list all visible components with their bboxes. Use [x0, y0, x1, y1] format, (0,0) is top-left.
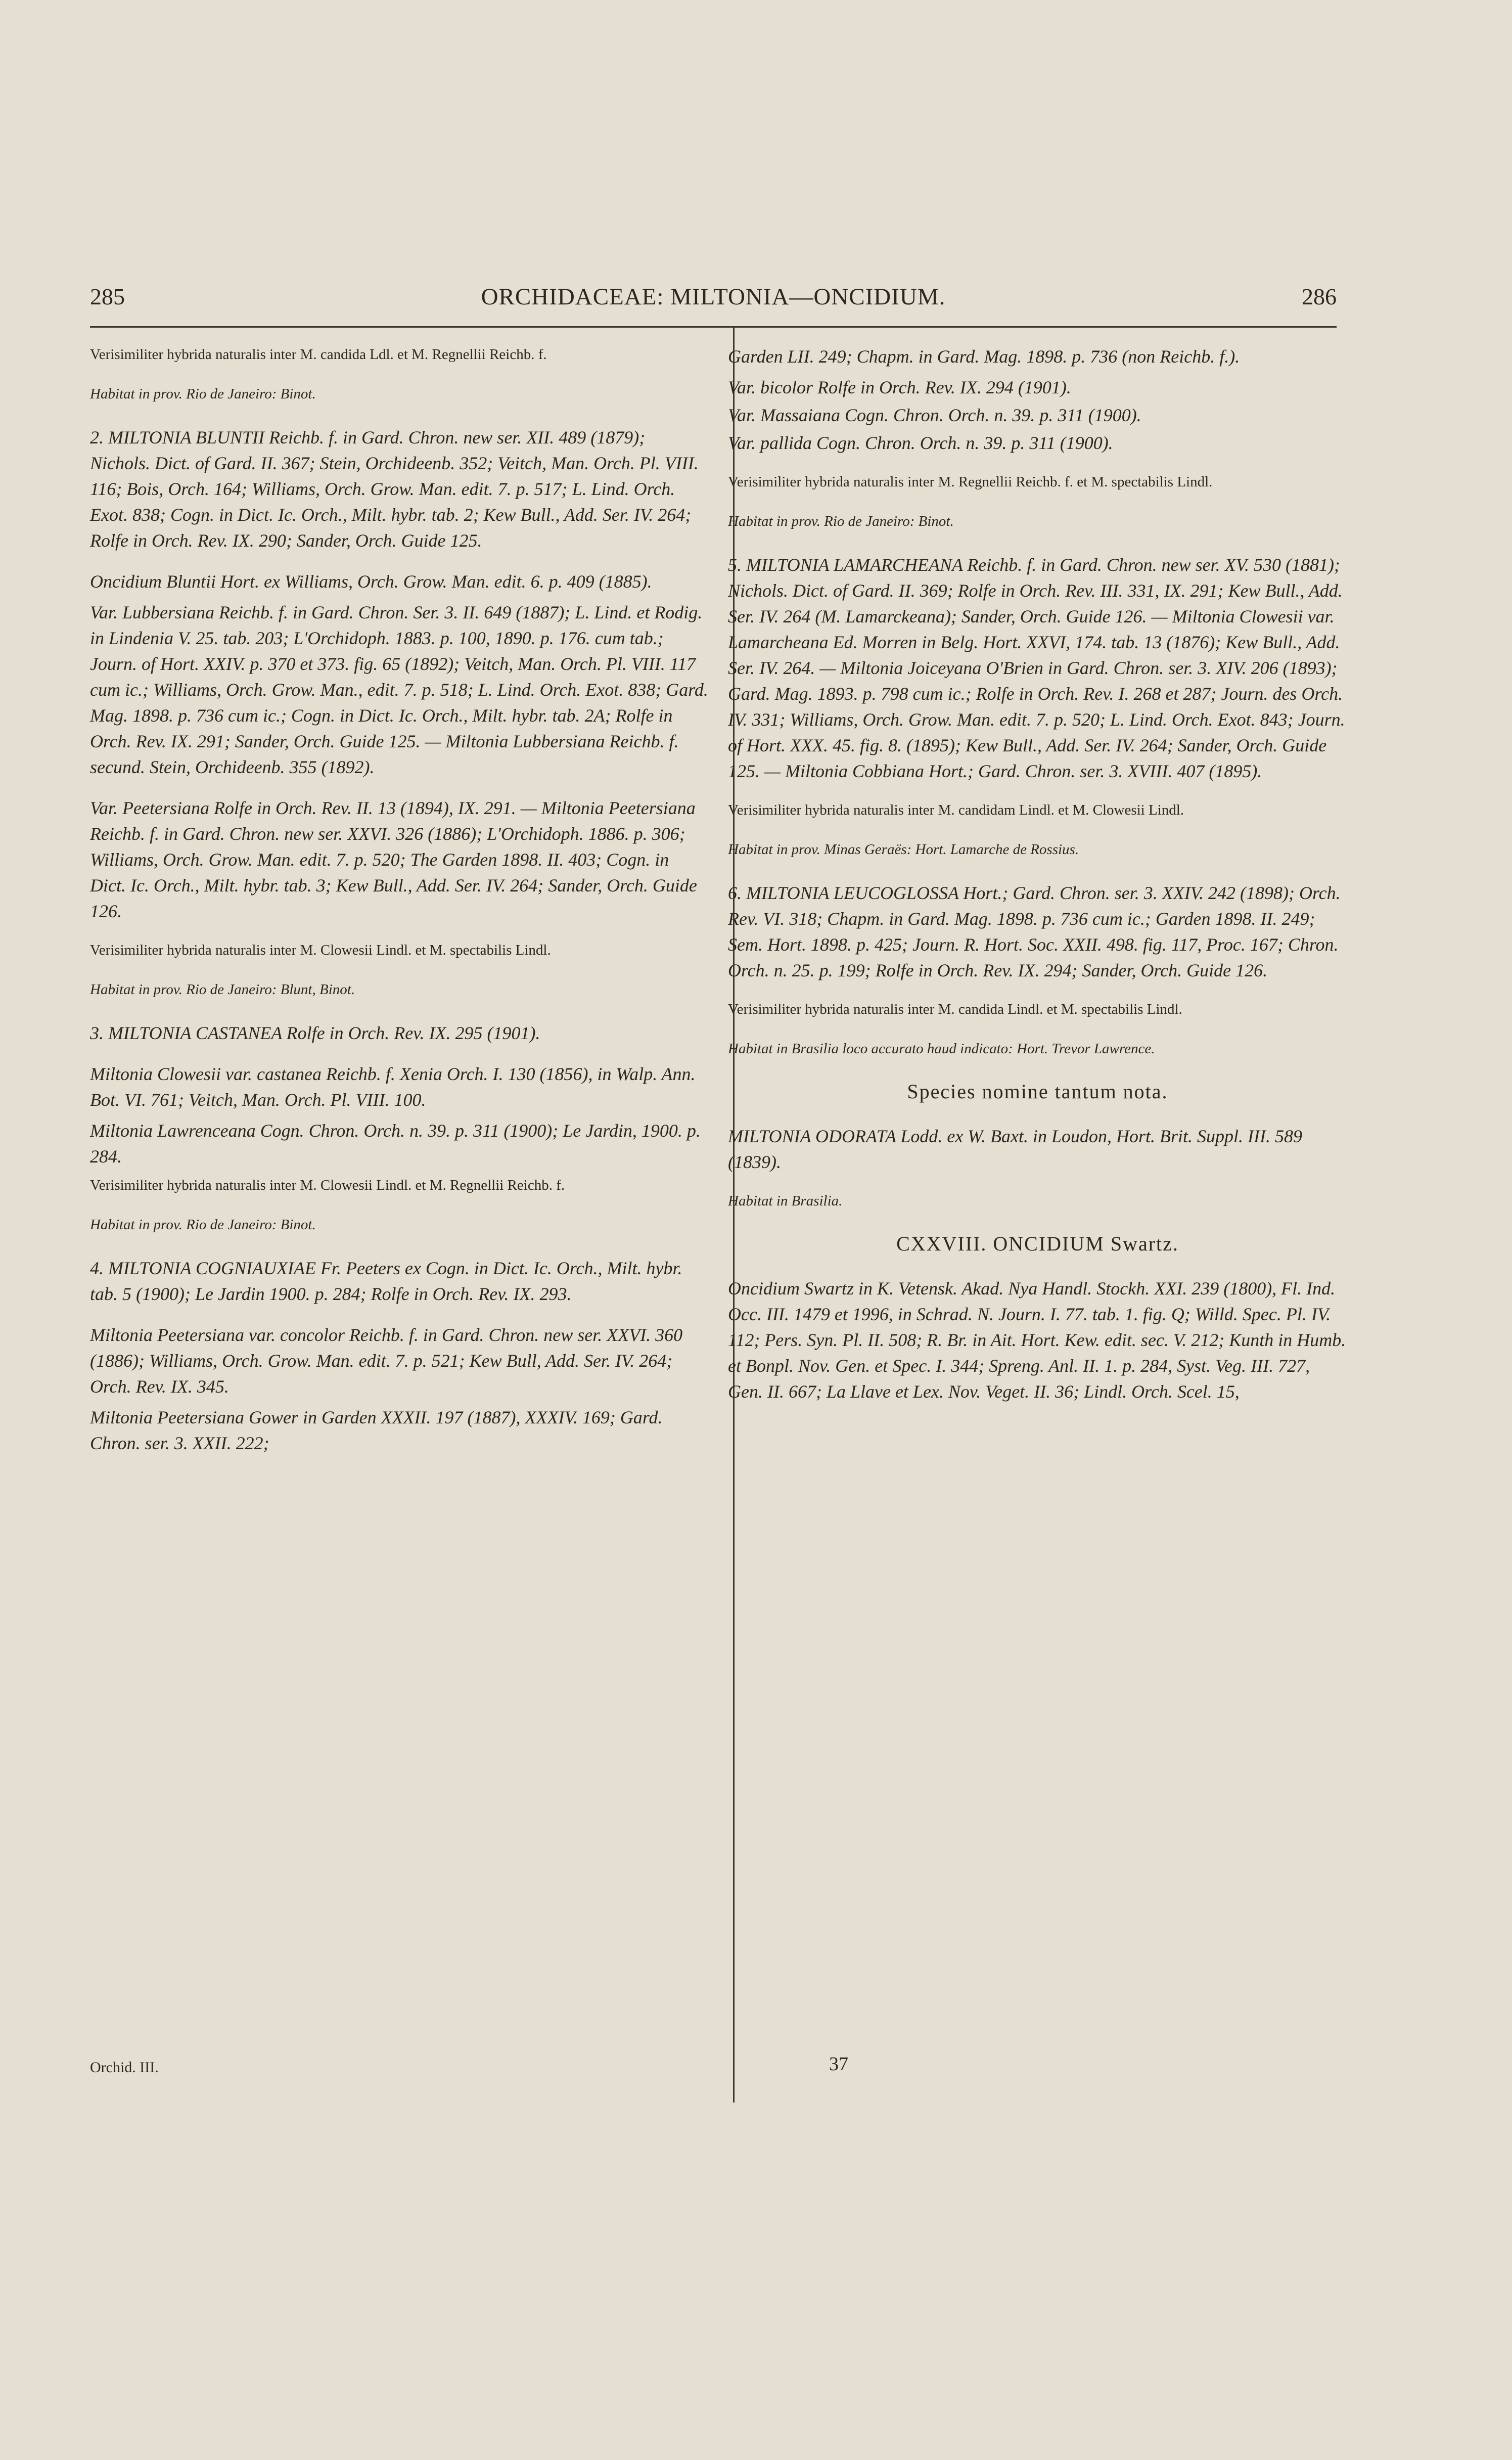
habitat-note: Habitat in prov. Minas Geraës: Hort. Lamarche de Rossius.: [728, 841, 1079, 858]
hybrid-note: Verisimiliter hybrida naturalis inter M. Regnellii Reichb. f. et M. spectabilis Lindl.: [728, 474, 1213, 490]
synonym: Miltonia Lawrenceana Cogn. Chron. Orch. n. 39. p. 311 (1900); Le Jardin, 1900. p. 284.: [90, 1121, 701, 1167]
synonym: Miltonia Peetersiana Gower in Garden XXXII. 197 (1887), XXXIV. 169; Gard. Chron. ser. 3. XXII. 222;: [90, 1407, 663, 1453]
hybrid-note: Verisimiliter hybrida naturalis inter M. candida Ldl. et M. Regnellii Reichb. f.: [90, 346, 547, 363]
species-entry: 3. MILTONIA CASTANEA Rolfe in Orch. Rev. IX. 295 (1901).: [90, 1023, 540, 1043]
page-number-left: 285: [90, 284, 125, 309]
habitat-note: Habitat in prov. Rio de Janeiro: Blunt, Binot.: [90, 981, 355, 998]
running-header: [90, 283, 1337, 319]
species-entry: 4. MILTONIA COGNIAUXIAE Fr. Peeters ex Cogn. in Dict. Ic. Orch., Milt. hybr. tab. 5 (1900); Le Jardin 1900. p. 284; Rolfe in Orch. Rev. IX. 293.: [90, 1258, 682, 1304]
page-number-right: 286: [1302, 284, 1337, 309]
habitat-note: Habitat in prov. Rio de Janeiro: Binot.: [728, 513, 954, 529]
species-entry: 6. MILTONIA LEUCOGLOSSA Hort.; Gard. Chron. ser. 3. XXIV. 242 (1898); Orch. Rev. VI. 318; Chapm. in Gard. Mag. 1898. p. 736 cum ic.; Garden 1898. II. 249; Sem. Hort. 1898. p. 425; Journ. R. Hort. Soc. XXII. 498. fig. 117, Proc. 167; Chron. Orch. n. 25. p. 199; Rolfe in Orch. Rev. IX. 294; Sander, Orch. Guide 126.: [728, 883, 1341, 980]
variety-entry: Var. Massaiana Cogn. Chron. Orch. n. 39. p. 311 (1900).: [728, 405, 1141, 425]
hybrid-note: Verisimiliter hybrida naturalis inter M. candidam Lindl. et M. Clowesii Lindl.: [728, 802, 1184, 818]
header-rule: [90, 326, 1337, 328]
genus-entry: Oncidium Swartz in K. Vetensk. Akad. Nya Handl. Stockh. XXI. 239 (1800), Fl. Ind. Occ. III. 1479 et 1996, in Schrad. N. Journ. I. 77. tab. 1. fig. Q; Willd. Spec. Pl. IV. 112; Pers. Syn. Pl. II. 508; R. Br. in Ait. Hort. Kew. edit. sec. V. 212; Kunth in Humb. et Bonpl. Nov. Gen. et Spec. I. 344; Spreng. Anl. II. 1. p. 284, Syst. Veg. III. 727, Gen. II. 667; La Llave et Lex. Nov. Veget. II. 36; Lindl. Orch. Scel. 15,: [728, 1278, 1346, 1402]
variety-entry: Var. Lubbersiana Reichb. f. in Gard. Chron. Ser. 3. II. 649 (1887); L. Lind. et Rodig. in Lindenia V. 25. tab. 203; L'Orchidoph. 1883. p. 100, 1890. p. 176. cum tab.; Journ. of Hort. XXIV. p. 370 et 373. fig. 65 (1892); Veitch, Man. Orch. Pl. VIII. 117 cum ic.; Williams, Orch. Grow. Man., edit. 7. p. 518; L. Lind. Orch. Exot. 838; Gard. Mag. 1898. p. 736 cum ic.; Cogn. in Dict. Ic. Orch., Milt. hybr. tab. 2A; Rolfe in Orch. Rev. IX. 291; Sander, Orch. Guide 125. — Miltonia Lubbersiana Reichb. f. secund. Stein, Orchideenb. 355 (1892).: [90, 602, 708, 777]
running-title: ORCHIDACEAE: MILTONIA—ONCIDIUM.: [481, 284, 946, 310]
synonym: Miltonia Peetersiana var. concolor Reichb. f. in Gard. Chron. new ser. XXVI. 360 (1886); Williams, Orch. Grow. Man. edit. 7. p. 521; Kew Bull, Add. Ser. IV. 264; Orch. Rev. IX. 345.: [90, 1325, 683, 1397]
hybrid-note: Verisimiliter hybrida naturalis inter M. candida Lindl. et M. spectabilis Lindl.: [728, 1001, 1182, 1017]
habitat-note: Habitat in prov. Rio de Janeiro: Binot.: [90, 1217, 316, 1233]
sheet-number: 37: [829, 2053, 848, 2075]
left-column: [90, 344, 709, 1461]
synonym: Miltonia Clowesii var. castanea Reichb. f. Xenia Orch. I. 130 (1856), in Walp. Ann. Bot. VI. 761; Veitch, Man. Orch. Pl. VIII. 100.: [90, 1064, 696, 1110]
variety-entry: Var. Peetersiana Rolfe in Orch. Rev. II. 13 (1894), IX. 291. — Miltonia Peetersiana Reichb. f. in Gard. Chron. new ser. XXVI. 326 (1886); L'Orchidoph. 1886. p. 306; Williams, Orch. Grow. Man. edit. 7. p. 520; The Garden 1898. II. 403; Cogn. in Dict. Ic. Orch., Milt. hybr. tab. 3; Kew Bull., Add. Ser. IV. 264; Sander, Orch. Guide 126.: [90, 798, 697, 921]
variety-entry: Var. bicolor Rolfe in Orch. Rev. IX. 294 (1901).: [728, 377, 1071, 397]
habitat-note: Habitat in Brasilia.: [728, 1193, 843, 1209]
species-entry: 2. MILTONIA BLUNTII Reichb. f. in Gard. Chron. new ser. XII. 489 (1879); Nichols. Dict. of Gard. II. 367; Stein, Orchideenb. 352; Veitch, Man. Orch. Pl. VIII. 116; Bois, Orch. 164; Williams, Orch. Grow. Man. edit. 7. p. 517; L. Lind. Orch. Exot. 838; Cogn. in Dict. Ic. Orch., Milt. hybr. tab. 2; Kew Bull., Add. Ser. IV. 264; Rolfe in Orch. Rev. IX. 290; Sander, Orch. Guide 125.: [90, 427, 699, 551]
right-column: [728, 344, 1347, 1420]
section-heading: Species nomine tantum nota.: [907, 1080, 1168, 1103]
species-entry: 5. MILTONIA LAMARCHEANA Reichb. f. in Gard. Chron. new ser. XV. 530 (1881); Nichols. Dict. of Gard. II. 369; Rolfe in Orch. Rev. III. 331, IX. 291; Kew Bull., Add. Ser. IV. 264 (M. Lamarckeana); Sander, Orch. Guide 126. — Miltonia Clowesii var. Lamarcheana Ed. Morren in Belg. Hort. XXVI, 174. tab. 13 (1876); Kew Bull., Add. Ser. IV. 264. — Miltonia Joiceyana O'Brien in Gard. Chron. ser. 3. XIV. 206 (1893); Gard. Mag. 1893. p. 798 cum ic.; Rolfe in Orch. Rev. I. 268 et 287; Journ. des Orch. IV. 331; Williams, Orch. Grow. Man. edit. 7. p. 520; L. Lind. Orch. Exot. 843; Journ. of Hort. XXX. 45. fig. 8. (1895); Kew Bull., Add. Ser. IV. 264; Sander, Orch. Guide 125. — Miltonia Cobbiana Hort.; Gard. Chron. ser. 3. XVIII. 407 (1895).: [728, 555, 1345, 781]
habitat-note: Habitat in prov. Rio de Janeiro: Binot.: [90, 386, 316, 402]
hybrid-note: Verisimiliter hybrida naturalis inter M. Clowesii Lindl. et M. Regnellii Reichb. f.: [90, 1177, 565, 1193]
hybrid-note: Verisimiliter hybrida naturalis inter M. Clowesii Lindl. et M. spectabilis Lindl.: [90, 942, 551, 958]
synonym: Garden LII. 249; Chapm. in Gard. Mag. 1898. p. 736 (non Reichb. f.).: [728, 346, 1240, 367]
synonym: Oncidium Bluntii Hort. ex Williams, Orch. Grow. Man. edit. 6. p. 409 (1885).: [90, 571, 652, 592]
habitat-note: Habitat in Brasilia loco accurato haud indicato: Hort. Trevor Lawrence.: [728, 1041, 1155, 1057]
variety-entry: Var. pallida Cogn. Chron. Orch. n. 39. p. 311 (1900).: [728, 433, 1113, 453]
genus-heading: CXXVIII. ONCIDIUM Swartz.: [896, 1232, 1179, 1255]
signature-mark: Orchid. III.: [90, 2059, 159, 2076]
species-entry: MILTONIA ODORATA Lodd. ex W. Baxt. in Loudon, Hort. Brit. Suppl. III. 589 (1839).: [728, 1126, 1302, 1172]
